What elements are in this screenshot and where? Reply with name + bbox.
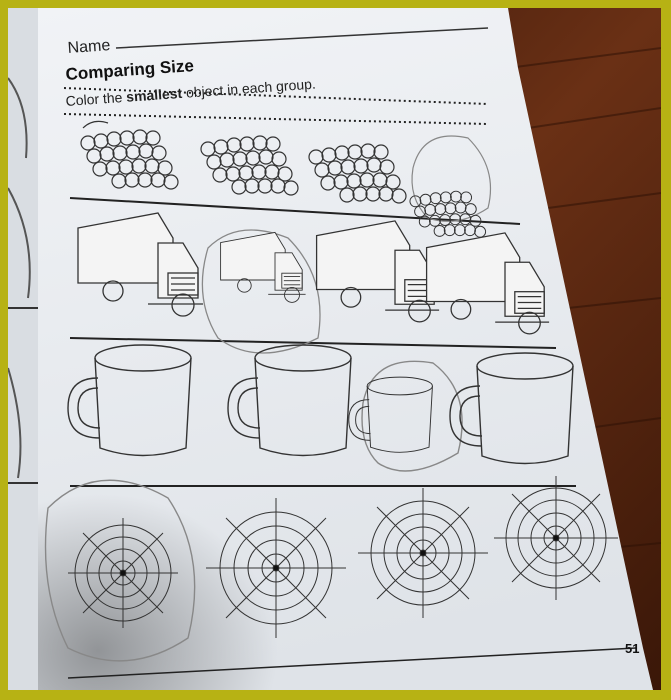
scene-svg bbox=[8, 8, 661, 690]
name-label: Name bbox=[67, 37, 111, 57]
worksheet-photo bbox=[8, 8, 661, 690]
page-number: 51 bbox=[625, 641, 640, 656]
page-title: Comparing Size bbox=[64, 56, 195, 84]
web-4 bbox=[494, 476, 618, 600]
web-2 bbox=[206, 498, 346, 638]
instructions: Color the smallest object in each group. bbox=[65, 75, 317, 109]
web-3 bbox=[358, 488, 488, 618]
